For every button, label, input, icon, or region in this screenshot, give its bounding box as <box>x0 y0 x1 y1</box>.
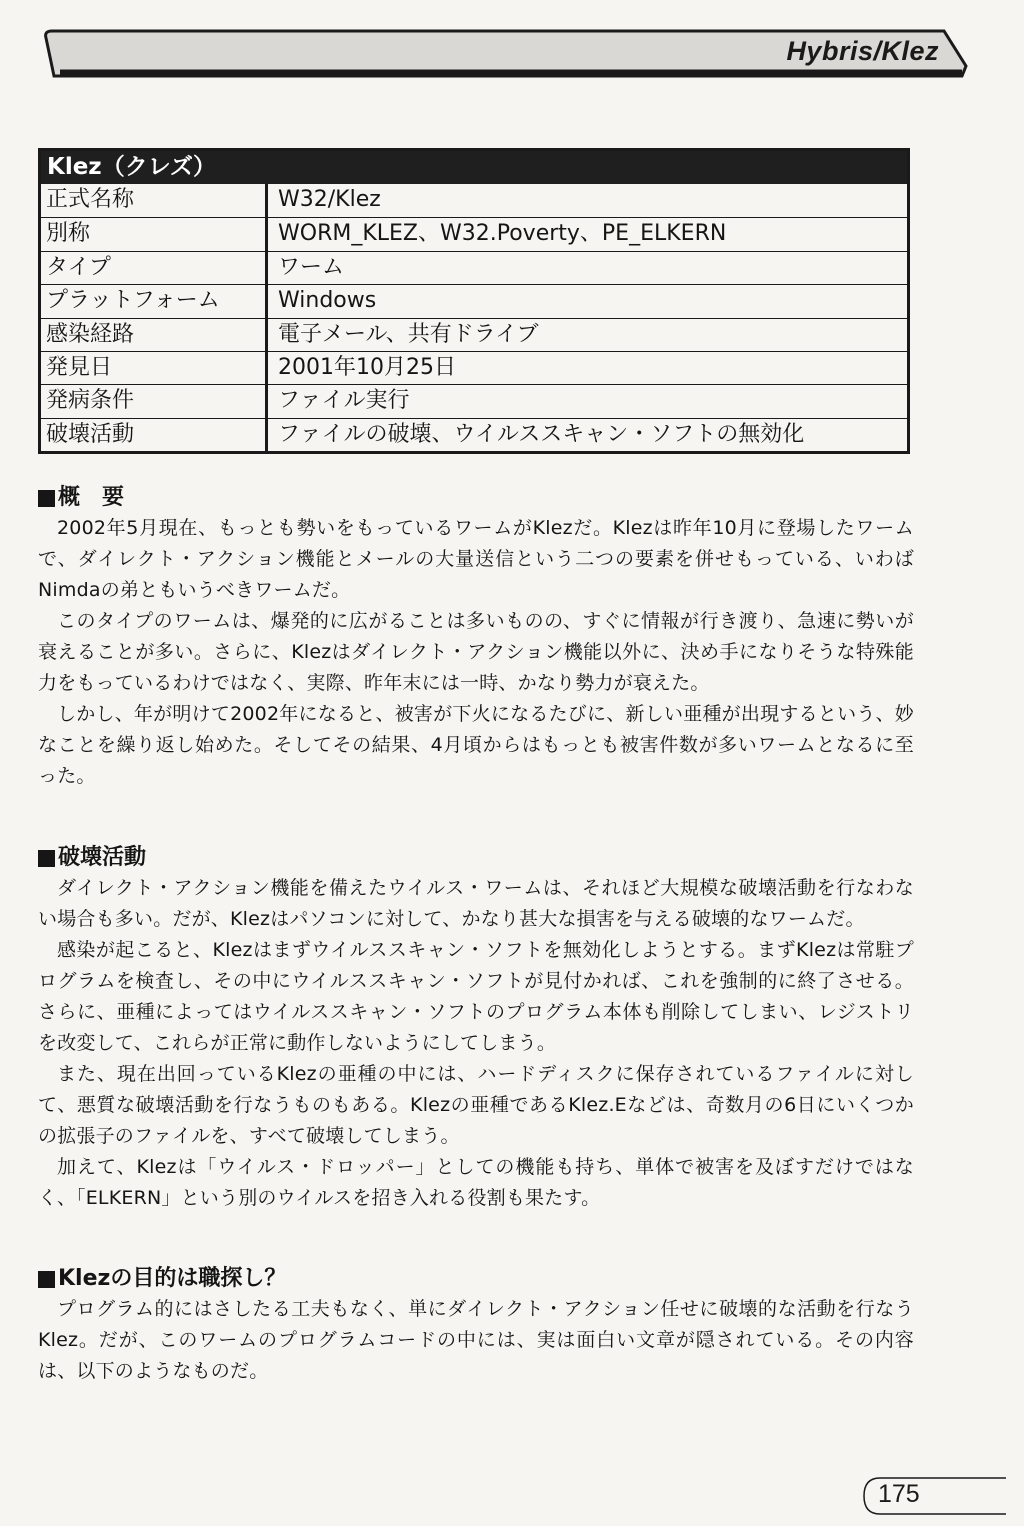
square-bullet-icon <box>38 490 55 507</box>
page-number-area <box>858 1476 1008 1516</box>
section-heading <box>38 1264 914 1294</box>
section-heading-text: Klezの目的は職探し？ <box>58 1266 287 1291</box>
paragraph: プログラム的にはさしたる工夫もなく、単にダイレクト・アクション任せに破壊的な活動を行なうKlez。だが、このワームのプログラムコードの中には、実は面白い文章が隠されている。その内容は、以下のようなものだ。 <box>38 1298 914 1382</box>
spec-row <box>41 418 907 451</box>
square-bullet-icon <box>38 850 55 867</box>
spec-label: 発病条件 <box>41 385 268 417</box>
section-heading-text: 破壊活動 <box>58 845 147 870</box>
spec-value: 電子メール、共有ドライブ <box>278 321 539 347</box>
spec-row <box>41 251 907 284</box>
spec-label: 発見日 <box>41 352 268 384</box>
spec-row <box>41 217 907 250</box>
page-number: 175 <box>878 1480 920 1508</box>
spec-label: タイプ <box>41 252 268 284</box>
spec-value: WORM_KLEZ、W32.Poverty、PE_ELKERN <box>278 221 727 247</box>
spec-row <box>41 384 907 417</box>
spec-value: Windows <box>278 288 377 314</box>
paragraph: ダイレクト・アクション機能を備えたウイルス・ワームは、それほど大規模な破壊活動を行なわない場合も多い。だが、Klezはパソコンに対して、かなり甚大な損害を与える破壊的なワームだ。 <box>38 877 914 930</box>
spec-row <box>41 318 907 351</box>
spec-label: 正式名称 <box>41 184 268 217</box>
spec-row <box>41 184 907 217</box>
spec-value: W32/Klez <box>278 187 381 212</box>
paragraph: しかし、年が明けて2002年になると、被害が下火になるたびに、新しい亜種が出現するという、妙なことを繰り返し始めた。そしてその結果、4月頃からはもっとも被害件数が多いワームとなるに至った。 <box>38 703 914 787</box>
paragraph: このタイプのワームは、爆発的に広がることは多いものの、すぐに情報が行き渡り、急速に勢いが衰えることが多い。さらに、Klezはダイレクト・アクション機能以外に、決め手になりそうな特殊能力をもっているわけではなく、実際、昨年末には一時、かなり勢力が衰えた。 <box>38 610 914 694</box>
section-heading <box>38 483 914 513</box>
spec-label: プラットフォーム <box>41 285 268 317</box>
spec-table-title: Klez（クレズ） <box>41 151 907 184</box>
section-destruction <box>38 843 914 1214</box>
spec-value: ファイルの破壊、ウイルススキャン・ソフトの無効化 <box>278 421 805 447</box>
section-overview <box>38 483 914 792</box>
spec-table-body <box>41 184 907 451</box>
paragraph: また、現在出回っているKlezの亜種の中には、ハードディスクに保存されているファイルに対して、悪質な破壊活動を行なうものもある。Klezの亜種であるKlez.Eなどは、奇数月の6日にいくつかの拡張子のファイルを、すべて破壊してしまう。 <box>38 1063 914 1147</box>
spec-row <box>41 351 907 384</box>
paragraph: 2002年5月現在、もっとも勢いをもっているワームがKlezだ。Klezは昨年10月に登場したワームで、ダイレクト・アクション機能とメールの大量送信という二つの要素を併せもっている、いわばNimdaの弟ともいうべきワームだ。 <box>38 517 914 601</box>
paragraph: 感染が起こると、Klezはまずウイルススキャン・ソフトを無効化しようとする。まずKlezは常駐プログラムを検査し、その中にウイルススキャン・ソフトが見付かれば、これを強制的に終了させる。さらに、亜種によってはウイルススキャン・ソフトのプログラム本体も削除してしまい、レジストリを改変して、これらが正常に動作しないようにしてしまう。 <box>38 939 914 1054</box>
section-heading <box>38 843 914 873</box>
spec-label: 破壊活動 <box>41 419 268 451</box>
spec-row <box>41 284 907 317</box>
header-title: Hybris/Klez <box>786 36 939 66</box>
square-bullet-icon <box>38 1271 55 1288</box>
section-purpose <box>38 1264 914 1387</box>
spec-value: 2001年10月25日 <box>278 354 456 380</box>
spec-value: ファイル実行 <box>278 388 410 414</box>
spec-table <box>38 148 910 454</box>
spec-label: 感染経路 <box>41 319 268 351</box>
spec-label: 別称 <box>41 218 268 250</box>
paragraph: 加えて、Klezは「ウイルス・ドロッパー」としての機能も持ち、単体で被害を及ぼすだけではなく、「ELKERN」という別のウイルスを招き入れる役割も果たす。 <box>38 1156 914 1209</box>
running-header <box>44 28 969 80</box>
spec-value: ワーム <box>278 254 345 280</box>
section-heading-text: 概 要 <box>58 485 125 510</box>
